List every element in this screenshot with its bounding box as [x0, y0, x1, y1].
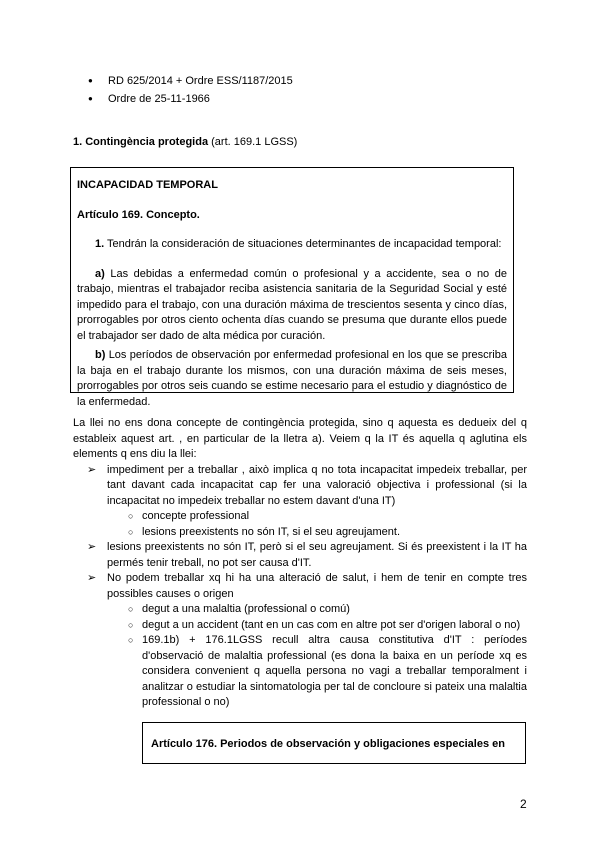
sub-points-list [107, 509, 527, 540]
point-item [73, 463, 527, 541]
sub-point-item: ○ concepte professional [107, 509, 527, 525]
main-text [73, 416, 527, 711]
paragraph-text: Las debidas a enfermedad común o profesional y a accidente, sea o no de trabajo, mientras el trabajador reciba asistencia sanitaria de la Seguridad Social y esté impedido para el trabajo, con una duración máxima de trescientos sesenta y cinco días, prorrogables por otros ciento ochenta días cuando se presuma que durante ellos puede el trabajador ser dado de alta médica por curación. [77, 267, 507, 342]
point-item [73, 540, 527, 571]
points-list [73, 463, 527, 711]
arrow-bullet-icon: ➢ [87, 541, 97, 553]
legal-text-box [70, 167, 514, 408]
sub-points-list [107, 602, 527, 711]
point-item [73, 571, 527, 711]
paragraph-text: Tendrán la consideración de situaciones determinantes de incapacidad temporal: [104, 238, 502, 250]
article-176-box: Artículo 176. Periodos de observación y obligaciones especiales en [142, 722, 526, 764]
point-text: No podem treballar xq hi ha una alteració de salut, i hem de tenir en compte tres possibles causes o origen [107, 572, 527, 600]
paragraph-text: Los períodos de observación por enfermedad profesional en los que se prescriba la baja en el trabajo durante los mismos, con una duración máxima de seis meses, prorrogables por otros seis cuando se estime necesario para el estudio y diagnóstico de la enfermedad. [77, 349, 507, 408]
section-heading-bold: 1. Contingència protegida [73, 136, 209, 148]
paragraph-label: b) [95, 349, 106, 361]
sub-point-item: ○ lesions preexistents no són IT, si el seu agreujament. [107, 525, 527, 541]
sub-point-item: ○ degut a un accident (tant en un cas com en altre pot ser d'origen laboral o no) [107, 618, 527, 634]
point-text: lesions preexistents no són IT, però si el seu agreujament. Si és preexistent i la IT ha permés tenir treball, no pot ser causa d'IT. [107, 541, 527, 569]
arrow-bullet-icon: ➢ [87, 572, 97, 584]
point-text: impediment per a treballar , això implica q no tota incapacitat impedeix treballar, per tant davant cada incapacitat cap fer una valoració objectiva i professional (si la incapacitat no impedeix treballar no estem davant d'una IT) [107, 463, 527, 507]
legal-box-paragraph-1 [77, 237, 507, 253]
reference-item: ● Ordre de 25-11-1966 [88, 90, 293, 108]
references-list [88, 72, 293, 108]
intro-paragraph: La llei no ens dona concepte de contingència protegida, sino q aquesta es dedueix del q estableix aquest art. , en particular de la lletra a). Veiem q la IT és aquella q aglutina els elements q ens diu la llei: [73, 417, 527, 460]
section-heading-ref: (art. 169.1 LGSS) [208, 136, 298, 148]
legal-box-paragraph-b [77, 348, 507, 410]
legal-box-article: Artículo 169. Concepto. [77, 208, 200, 221]
paragraph-number: 1. [95, 238, 105, 250]
sub-point-item: ○ degut a una malaltia (professional o comú) [107, 602, 527, 618]
section-heading [73, 133, 297, 151]
paragraph-label: a) [95, 267, 105, 280]
reference-item: ● RD 625/2014 + Ordre ESS/1187/2015 [88, 72, 293, 90]
arrow-bullet-icon: ➢ [87, 463, 97, 476]
sub-point-item: ○ 169.1b) + 176.1LGSS recull altra causa constitutiva d'IT : períodes d'observació de malaltia professional (es dona la baixa en un període xq es considera convenient q aquella persona no vagi a treballar temporalment i analitzar o estudiar la sintomatologia per tal de concloure si pateix una malaltia professional o no) [107, 633, 527, 711]
page-number: 2 [520, 797, 527, 811]
legal-box-paragraph-a [77, 267, 507, 345]
legal-box-title: INCAPACIDAD TEMPORAL [77, 179, 218, 191]
